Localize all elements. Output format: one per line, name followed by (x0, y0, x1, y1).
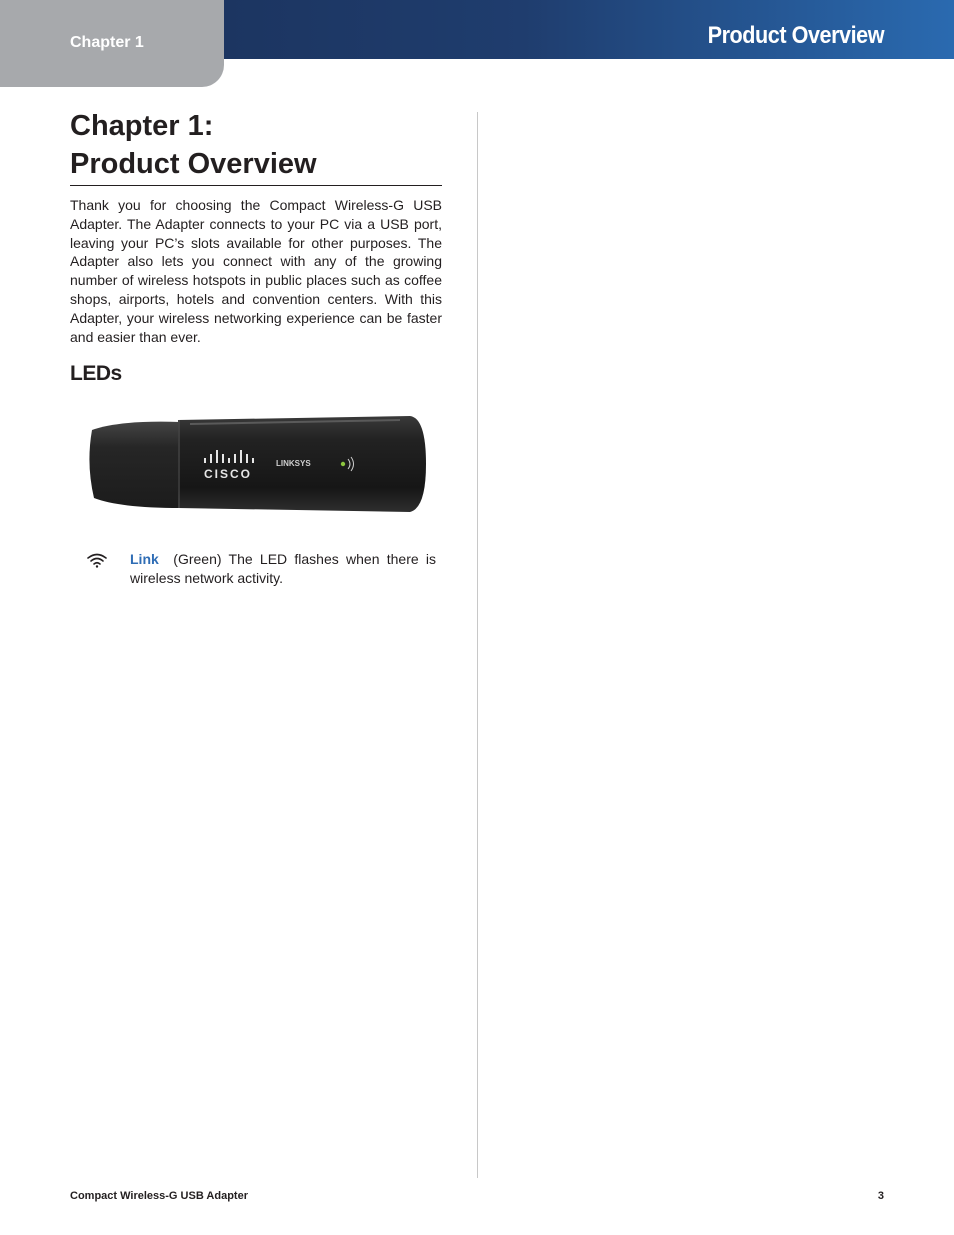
cisco-logo-text: CISCO (203, 467, 253, 481)
led-name-link: Link (130, 551, 159, 567)
usb-adapter-photo (80, 408, 430, 520)
footer-page-number: 3 (877, 1190, 884, 1202)
wifi-icon (86, 552, 108, 568)
led-description-text: (Green) The LED flashes when there is wireless network activity. (130, 551, 437, 586)
link-led (341, 462, 345, 466)
led-description-link (130, 550, 436, 588)
page-title-line1: Chapter 1: (70, 110, 214, 142)
page-title-line2: Product Overview (70, 148, 317, 180)
intro-paragraph: Thank you for choosing the Compact Wireless-G USB Adapter. The Adapter connects to your PC via a USB port, leaving your PC’s slots available for other purposes. The Adapter also lets you connect with any of the growing number of wireless hotspots in public places such as coffee shops, airports, hotels and convention centers. With this Adapter, your wireless networking experience can be faster and easier than ever. (70, 197, 442, 345)
linksys-logo-text: LINKSYS (276, 459, 311, 468)
page-title (70, 107, 442, 186)
column-divider (477, 112, 478, 1178)
footer-product-name: Compact Wireless-G USB Adapter (70, 1190, 248, 1202)
chapter-tab-label: Chapter 1 (70, 34, 144, 51)
section-title: Product Overview (707, 22, 884, 49)
leds-heading: LEDs (70, 362, 122, 385)
chapter-tab (0, 0, 224, 87)
